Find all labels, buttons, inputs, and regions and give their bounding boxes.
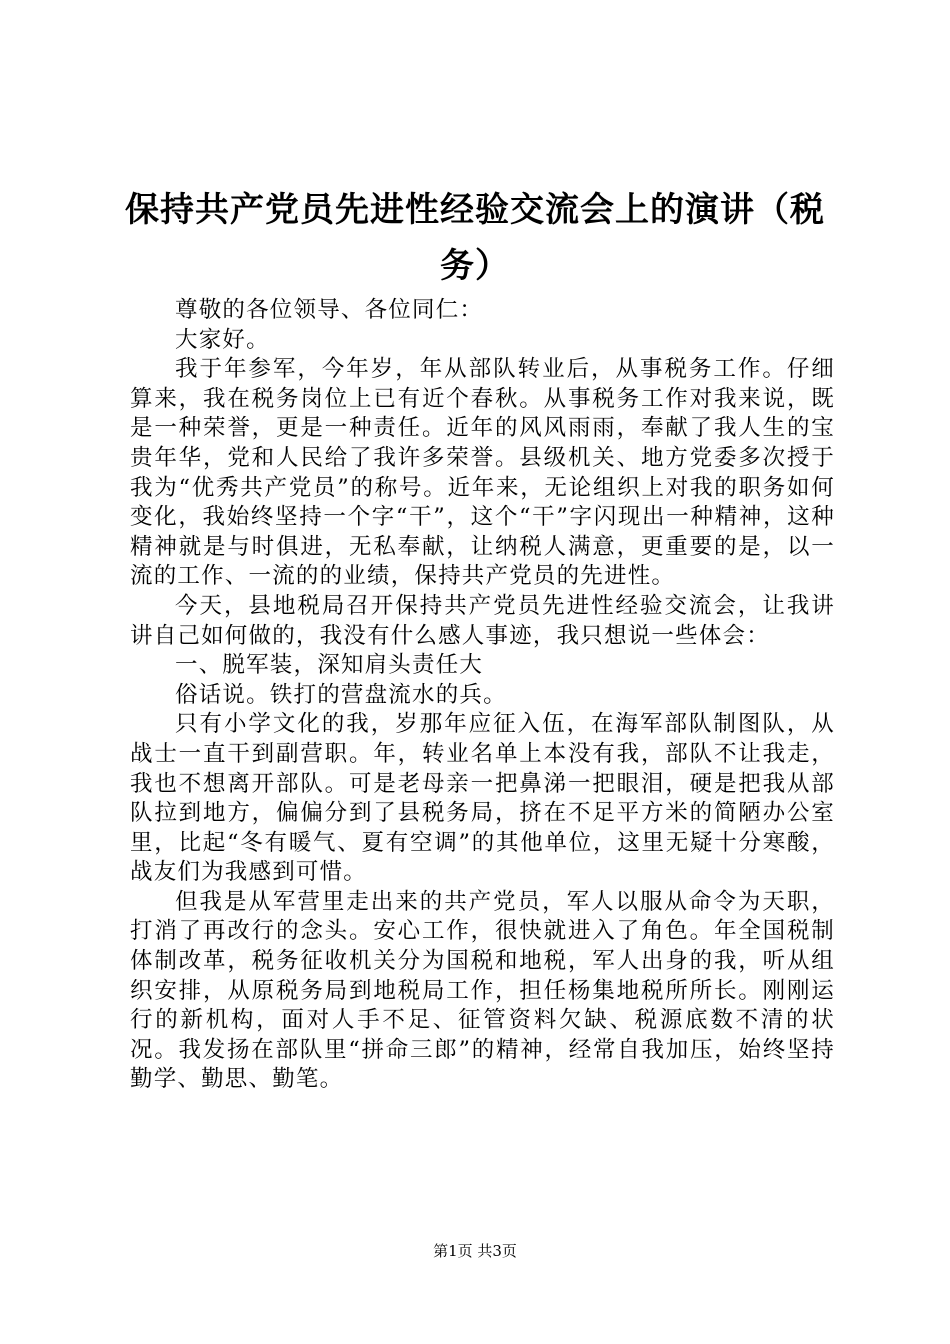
paragraph: 俗话说。铁打的营盘流水的兵。 <box>175 681 507 708</box>
page-footer: 第1页 共3页 <box>433 1242 517 1260</box>
paragraph: 只有小学文化的我，岁那年应征入伍，在海军部队制图队，从战士一直干到副营职。年，转业名单上本没有我，部队不让我走，我也不想离开部队。可是老母亲一把鼻涕一把眼泪，硬是把我从部队拉到地方，偏偏分到了县税务局，挤在不足平方米的简陋办公室里，比起“冬有暖气、夏有空调”的其他单位，这里无疑十分寒酸，战友们为我感到可惜。 <box>130 711 835 886</box>
document-body <box>130 296 835 1095</box>
paragraph: 我于年参军，今年岁，年从部队转业后，从事税务工作。仔细算来，我在税务岗位上已有近个春秋。从事税务工作对我来说，既是一种荣誉，更是一种责任。近年的风风雨雨，奉献了我人生的宝贵年华，党和人民给了我许多荣誉。县级机关、地方党委多次授于我为“优秀共产党员”的称号。近年来，无论组织上对我的职务如何变化，我始终坚持一个字“干”，这个“干”字闪现出一种精神，这种精神就是与时俱进，无私奉献，让纳税人满意，更重要的是，以一流的工作、一流的的业绩，保持共产党员的先进性。 <box>130 356 835 590</box>
document-title: 保持共产党员先进性经验交流会上的演讲（税务） <box>125 190 825 286</box>
salutation: 尊敬的各位领导、各位同仁： <box>175 297 484 323</box>
section-heading: 一、脱军装，深知肩头责任大 <box>175 652 484 679</box>
greeting: 大家好。 <box>175 326 270 353</box>
paragraph: 但我是从军营里走出来的共产党员，军人以服从命令为天职，打消了再改行的念头。安心工作，很快就进入了角色。年全国税制体制改革，税务征收机关分为国税和地税，军人出身的我，听从组织安排，从原税务局到地税局工作，担任杨集地税所所长。刚刚运行的新机构，面对人手不足、征管资料欠缺、税源底数不清的状况。我发扬在部队里“拼命三郎”的精神，经常自我加压，始终坚持勤学、勤思、勤笔。 <box>130 888 835 1093</box>
paragraph: 今天，县地税局召开保持共产党员先进性经验交流会，让我讲讲自己如何做的，我没有什么感人事迹，我只想说一些体会： <box>130 592 835 649</box>
